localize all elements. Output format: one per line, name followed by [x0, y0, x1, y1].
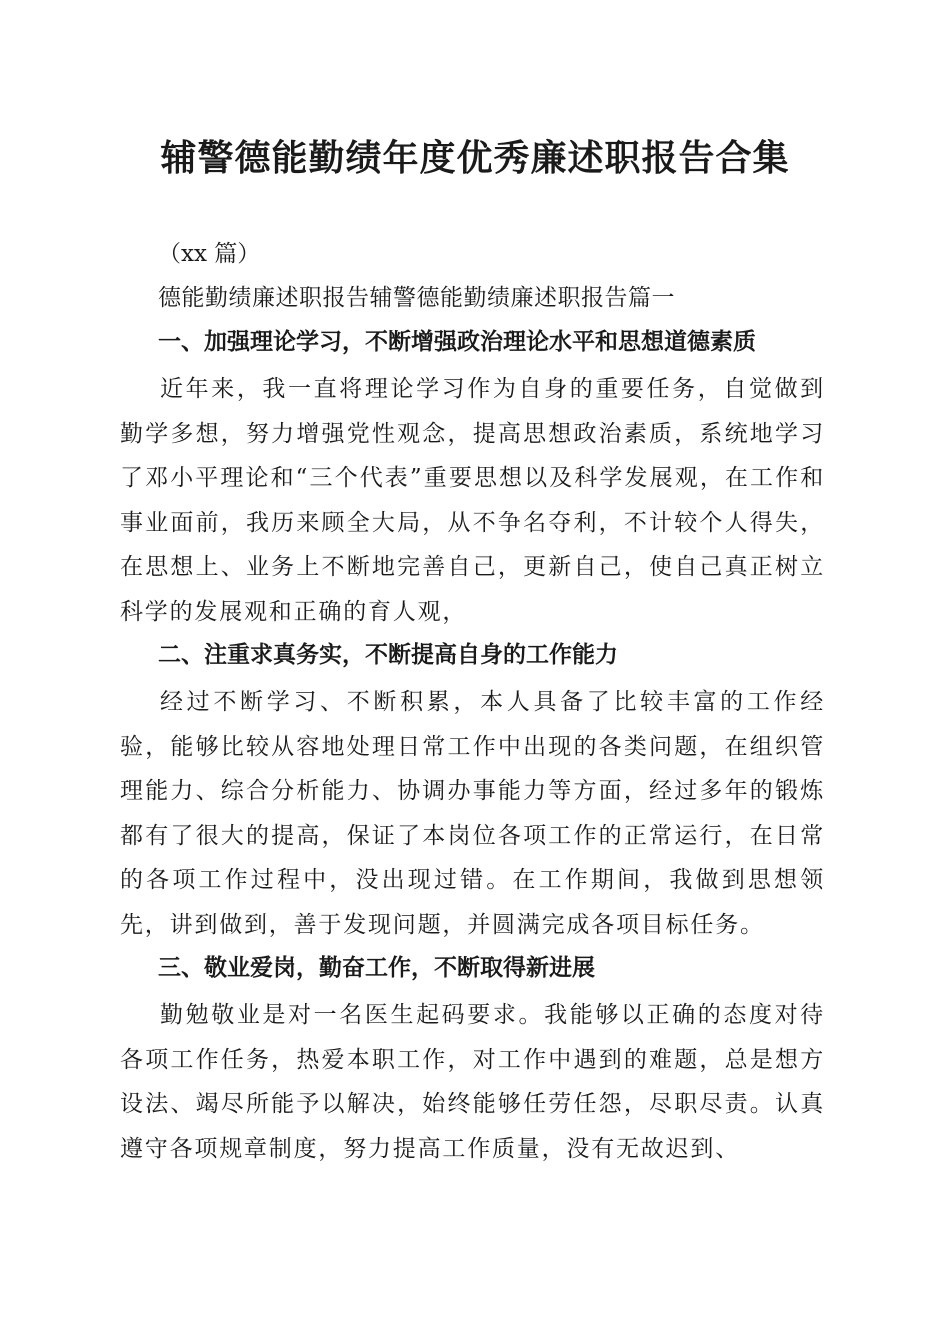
section-body-1: 近年来，我一直将理论学习作为自身的重要任务，自觉做到勤学多想，努力增强党性观念，提高思想政治素质，系统地学习了邓小平理论和“三个代表”重要思想以及科学发展观，在工作和事业面前，我历来顾全大局，从不争名夺利，不计较个人得失，在思想上、业务上不断地完善自己，更新自己，使自己真正树立科学的发展观和正确的育人观，	[120, 376, 825, 625]
section-body-2: 经过不断学习、不断积累，本人具备了比较丰富的工作经验，能够比较从容地处理日常工作中出现的各类问题，在组织管理能力、综合分析能力、协调办事能力等方面，经过多年的锻炼都有了很大的提高，保证了本岗位各项工作的正常运行，在日常的各项工作过程中，没出现过错。在工作期间，我做到思想领先，讲到做到，善于发现问题，并圆满完成各项目标任务。	[120, 689, 825, 938]
section-heading-1: 一、加强理论学习，不断增强政治理论水平和思想道德素质	[158, 329, 756, 355]
document-intro: 德能勤绩廉述职报告辅警德能勤绩廉述职报告篇一	[158, 285, 675, 311]
section-heading-2: 二、注重求真务实，不断提高自身的工作能力	[158, 642, 618, 668]
section-heading-3: 三、敬业爱岗，勤奋工作，不断取得新进展	[158, 955, 595, 981]
section-body-3: 勤勉敬业是对一名医生起码要求。我能够以正确的态度对待各项工作任务，热爱本职工作，对工作中遇到的难题，总是想方设法、竭尽所能予以解决，始终能够任劳任怨，尽职尽责。认真遵守各项规章制度，努力提高工作质量，没有无故迟到、	[120, 1002, 825, 1162]
document-title: 辅警德能勤绩年度优秀廉述职报告合集	[160, 137, 790, 179]
document-subtitle: （xx 篇）	[158, 241, 261, 267]
